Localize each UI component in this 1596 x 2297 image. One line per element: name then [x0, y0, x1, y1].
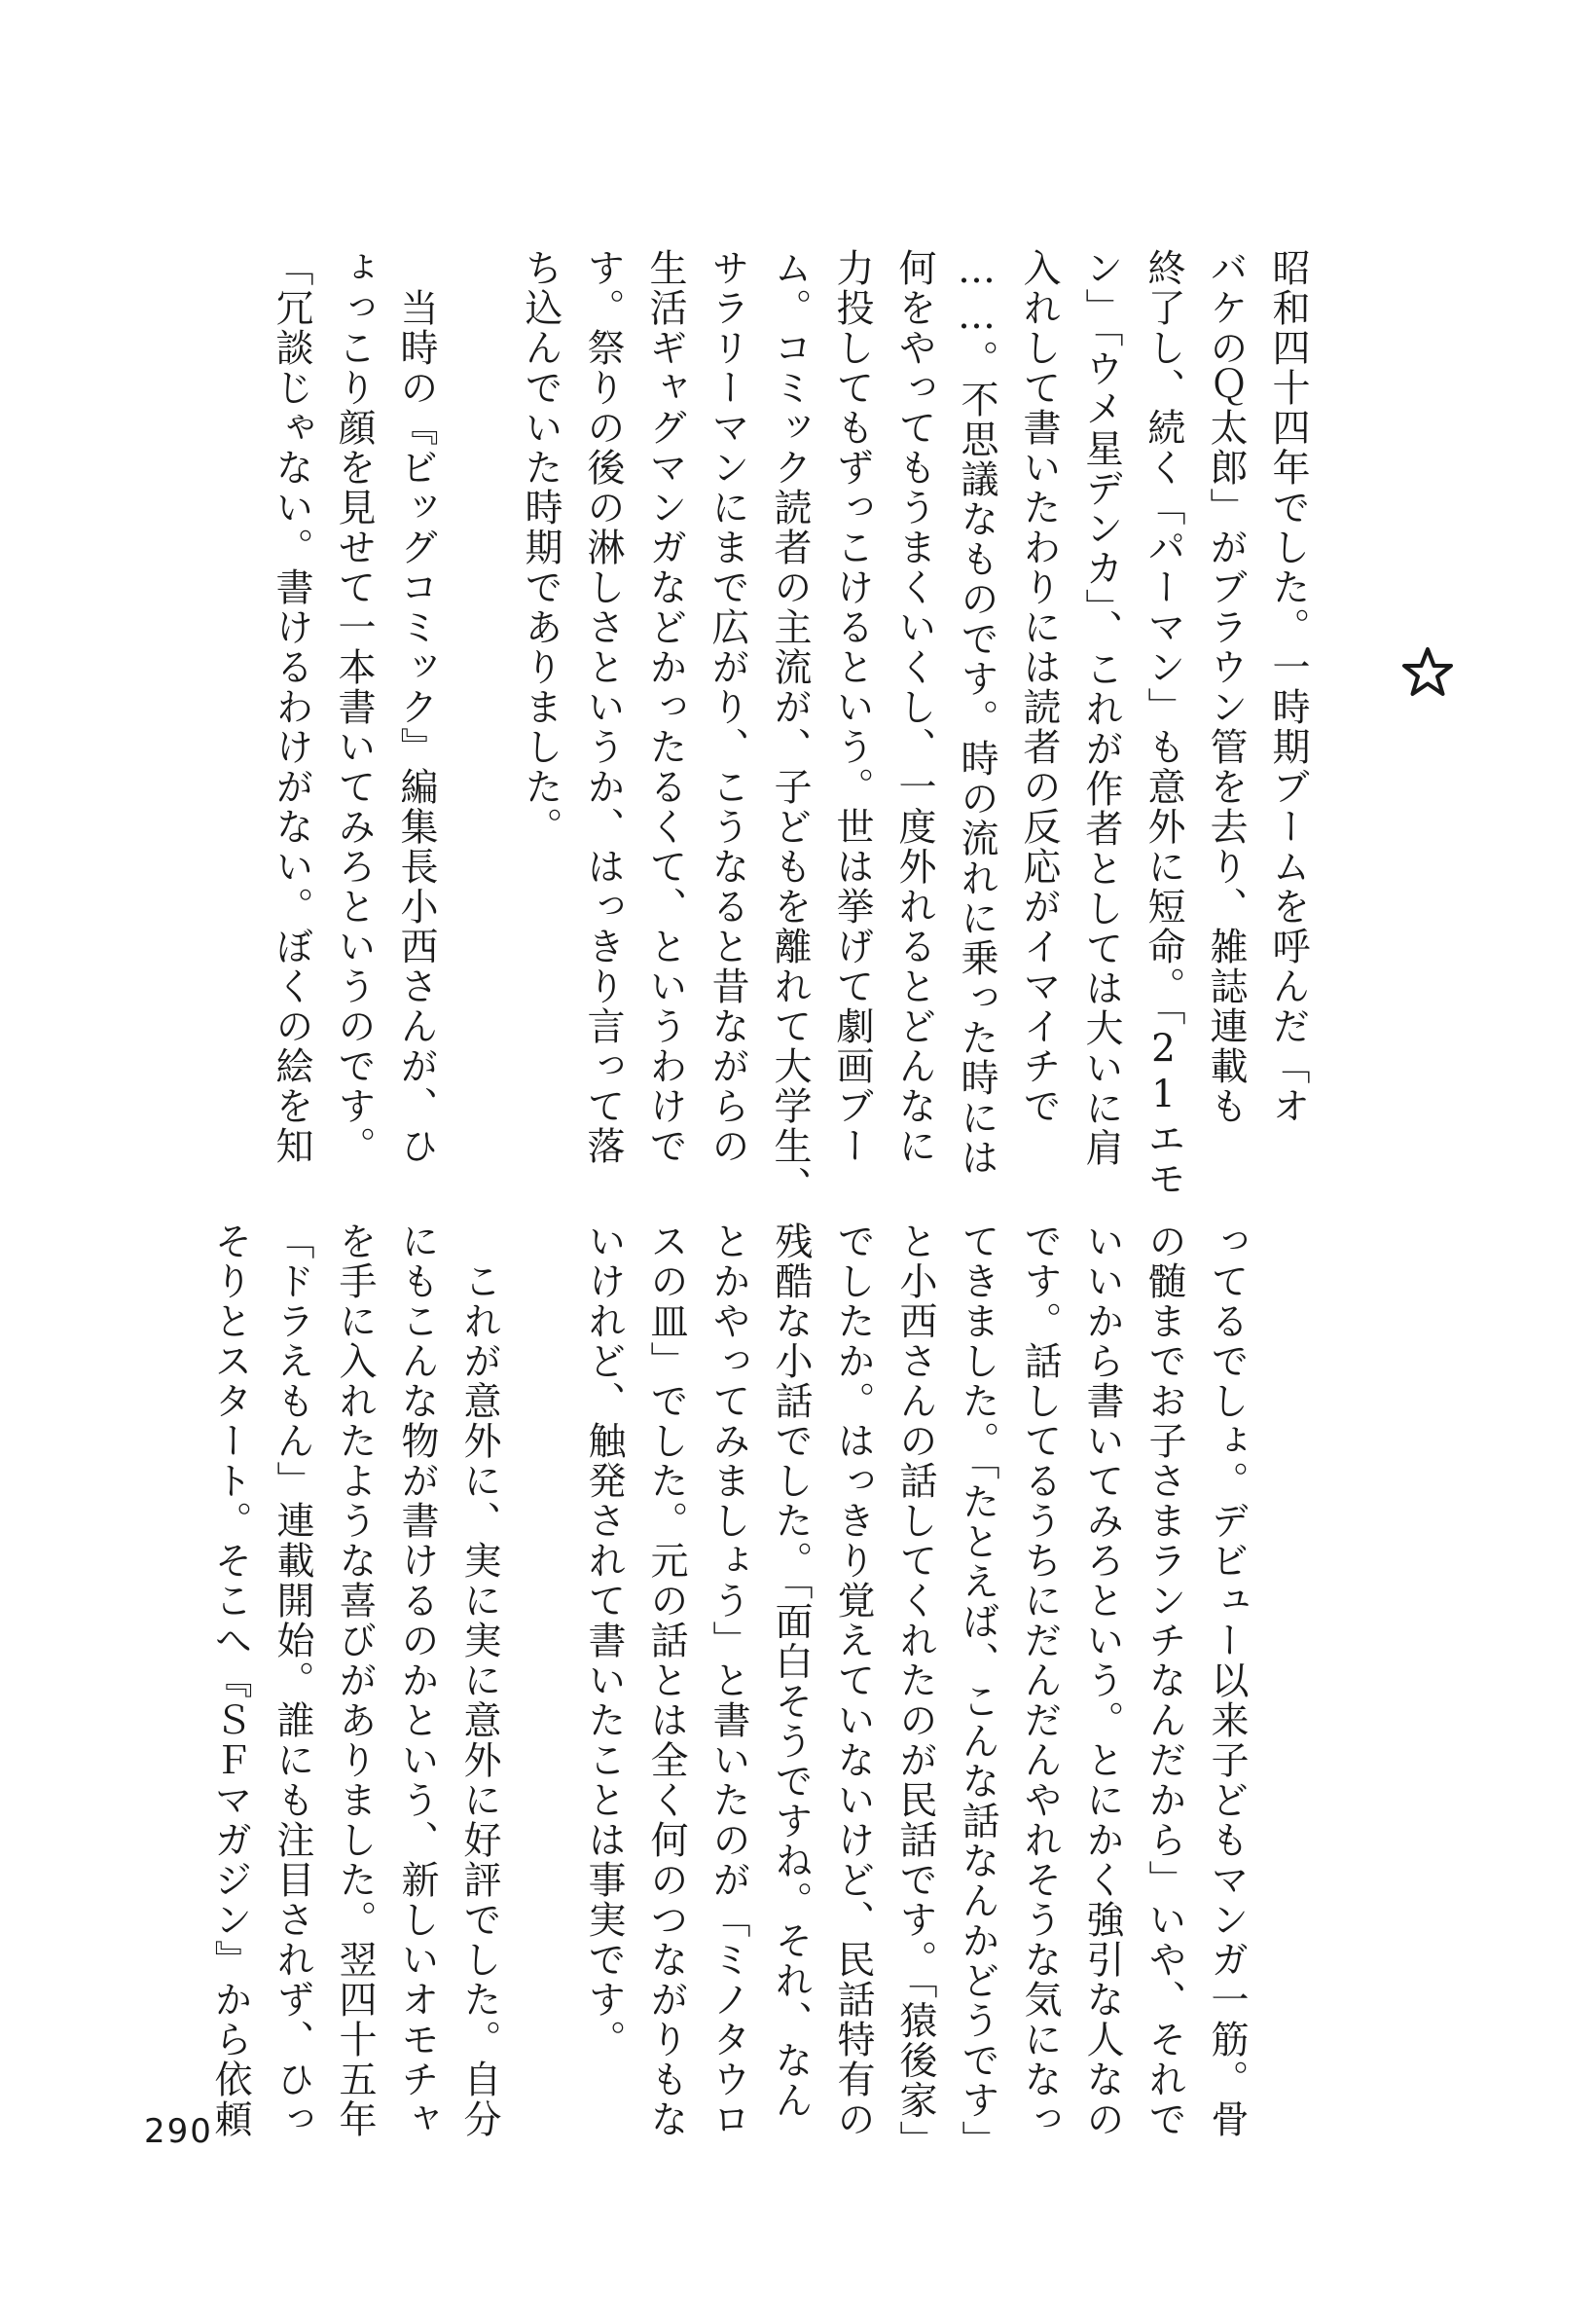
text-line: です。話してるうちにだんだんやれそうな気になっ	[1018, 1221, 1062, 2139]
text-line: 入れして書いたわりには読者の反応がイマイチで	[1017, 248, 1061, 1126]
lower-text-block	[199, 1221, 1257, 2161]
text-line: を手に入れたような喜びがありました。翌四十五年	[333, 1221, 377, 2139]
text-line: 力投してもずっこけるという。世は挙げて劇画ブー	[830, 248, 874, 1166]
text-line: ム。コミック読者の主流が、子どもを離れて大学生、	[768, 248, 812, 1206]
text-line: ょっこり顔を見せて一本書いてみろというのです。	[332, 248, 376, 1166]
text-line: スの皿」でした。元の話とは全く何のつながりもな	[644, 1221, 688, 2139]
page-number: 290	[144, 2112, 213, 2151]
text-line: バケのＱ太郎」がブラウン管を去り、雑誌連載も	[1204, 248, 1248, 1126]
text-line: す。祭りの後の淋しさというか、はっきり言って落	[581, 248, 625, 1166]
star-icon	[1399, 644, 1456, 701]
text-line: 生活ギャグマンガなどかったるくて、というわけで	[643, 248, 687, 1166]
text-line: 「冗談じゃない。書けるわけがない。ぼくの絵を知	[270, 248, 313, 1166]
text-line: そりとスタート。そこへ『ＳＦマガジン』から依頼	[208, 1221, 252, 2139]
text-line: ン」「ウメ星デンカ」、これが作者としては大いに肩	[1079, 248, 1123, 1168]
text-line: いいから書いてみろという。とにかく強引な人なの	[1080, 1221, 1124, 2139]
text-line: にもこんな物が書けるのかという、新しいオモチャ	[395, 1221, 439, 2139]
text-line	[510, 1221, 572, 2097]
text-line: の髄までお子さまランチなんだから」いや、それで	[1143, 1221, 1186, 2139]
text-line: 残酷な小話でした。「面白そうですね。それ、なん	[769, 1221, 813, 2121]
text-line: ……。不思議なものです。時の流れに乗った時には	[955, 248, 998, 1178]
text-line: てきました。「たとえば、こんな話なんかどうです」	[956, 1221, 999, 2161]
text-line: と小西さんの話してくれたのが民話です。「猿後家」	[893, 1221, 937, 2161]
text-line: サラリーマンにまで広がり、こうなると昔ながらの	[706, 248, 749, 1166]
text-line: ってるでしょ。デビュー以来子どもマンガ一筋。骨	[1205, 1221, 1249, 2139]
text-line: 「ドラえもん」連載開始。誰にも注目されず、ひっ	[271, 1221, 314, 2139]
text-line: 当時の『ビッグコミック』編集長小西さんが、ひ	[394, 248, 438, 1166]
text-line: 終了し、続く「パーマン」も意外に短命。「21エモ	[1142, 248, 1185, 1199]
text-line: でしたか。はっきり覚えていないけど、民話特有の	[831, 1221, 875, 2139]
text-line: いけれど、触発されて書いたことは事実です。	[582, 1221, 626, 2060]
upper-text-block	[260, 248, 1319, 1206]
text-line: ち込んでいた時期でありました。	[519, 248, 562, 847]
text-line: とかやってみましょう」と書いたのが「ミノタウロ	[707, 1221, 750, 2139]
text-line: これが意外に、実に実に意外に好評でした。自分	[457, 1221, 501, 2139]
text-line: 昭和四十四年でした。一時期ブームを呼んだ「オ	[1266, 248, 1310, 1126]
text-line	[447, 248, 509, 1134]
text-line: 何をやってもうまくいくし、一度外れるとどんなに	[892, 248, 936, 1166]
